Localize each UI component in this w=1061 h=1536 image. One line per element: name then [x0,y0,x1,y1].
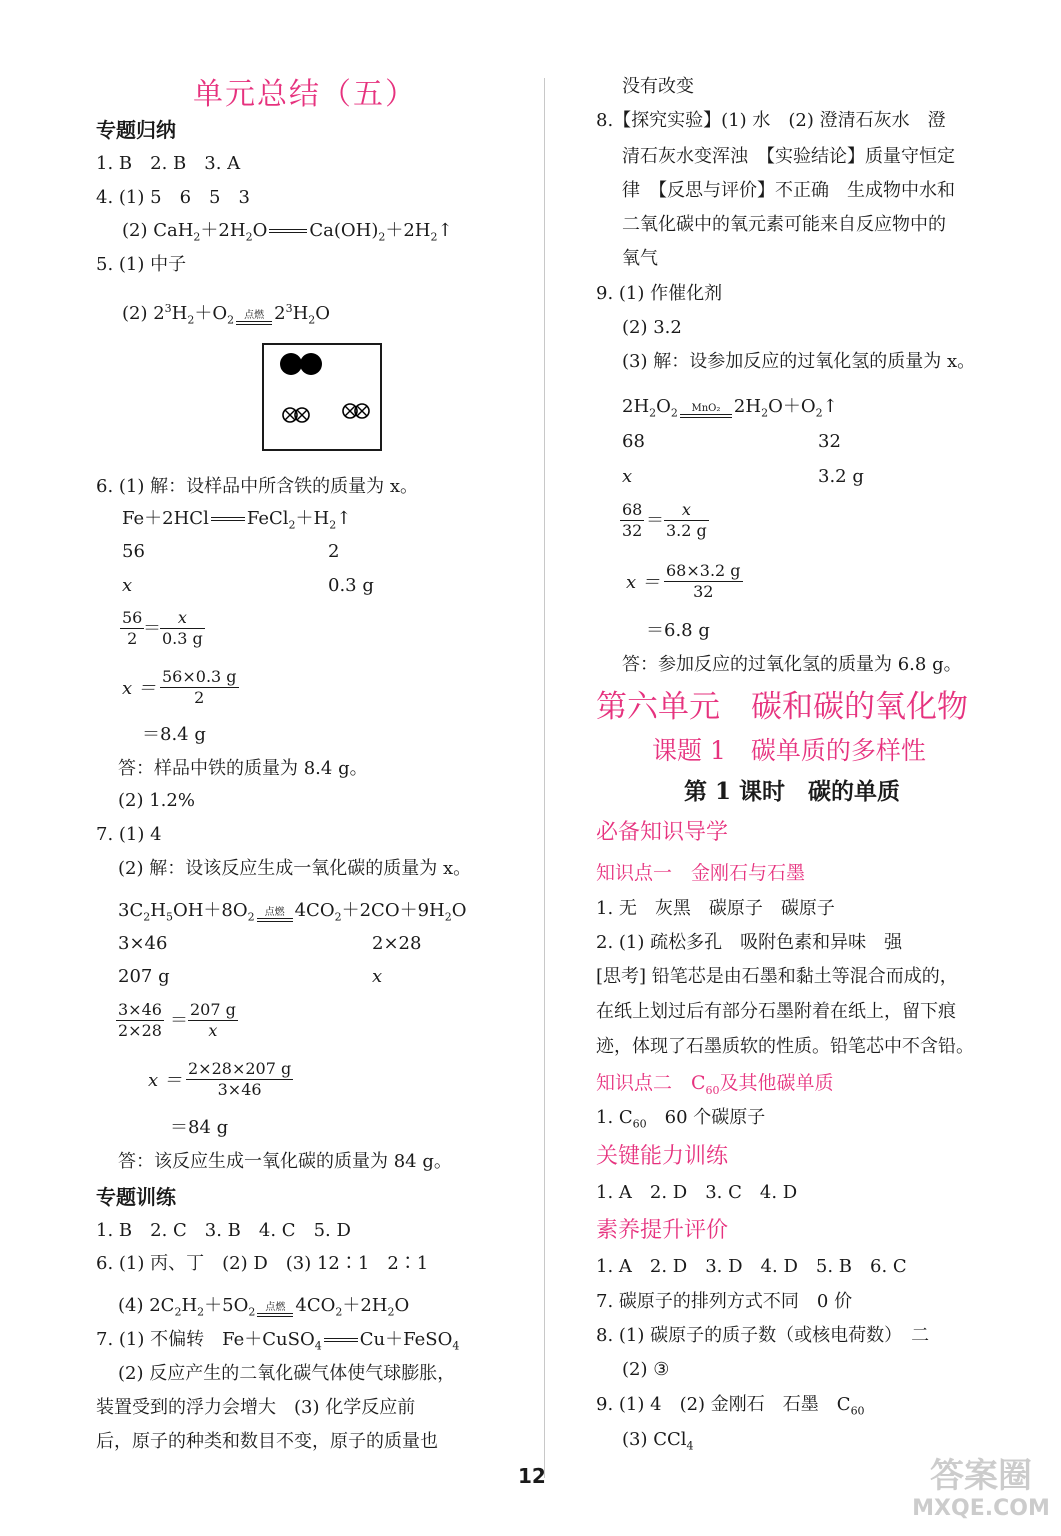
question-6: 6. (1) 解：设样品中所含铁的质量为 x。 [96,476,418,497]
unit-six-title: 第六单元 碳和碳的氧化物 [596,689,968,725]
hydrogen-atom-icon [292,405,312,425]
answer-line: 9. (1) 作催化剂 [596,283,723,304]
fraction: $\frac{207 g}{x}$ [190,1000,236,1040]
answer-line: 二氧化碳中的氧元素可能来自反应物中的 [622,214,946,235]
think-paragraph: 在纸上划过后有部分石墨附着在纸上，留下痕 [596,1001,956,1022]
ratio-value: 3.2 g [818,466,864,487]
watermark-logo [911,1456,1051,1536]
ratio-value: x [622,466,633,487]
watermark-url: MXQE.COM [912,1496,1050,1521]
equation-fe-hcl: Fe＋2HCl $FeCl_2+H_2↑$ [122,508,352,532]
question-7: 7. (1) 4 [96,824,162,845]
page-number: 12 [518,1464,546,1488]
fraction: $\frac{68\times 3.2 g}{32}$ [666,561,741,601]
fraction: $\frac{x}{0.3 g}$ [162,608,203,648]
section-title-summary: 专题归纳 [96,118,176,142]
section-title-ability: 关键能力训练 [596,1144,729,1169]
answer-line: (2) ③ [622,1359,670,1380]
answer-line: 9. (1) 4 (2) 金刚石 石墨 $C_{60}$ [596,1394,865,1418]
hydrogen-atom-icon [352,401,372,421]
answer-line: (2) 1.2% [118,790,195,811]
ratio-value: 3×46 [118,933,168,954]
answer-line: (2) 3.2 [622,317,682,338]
unit-summary-title: 单元总结（五） [193,77,417,112]
fraction: $\frac{2\times 28\times 207 g}{3\times 46}$ [188,1059,292,1099]
oxygen-atom-icon [300,353,322,375]
think-paragraph: 迹，体现了石墨质软的性质。铅笔芯中不含铅。 [596,1036,974,1057]
answer-line: (2) 反应产生的二氧化碳气体使气球膨胀， [118,1363,456,1384]
answer-line: 5. (1) 中子 [96,254,187,275]
watermark-text: 答案圈 [930,1456,1032,1496]
x-label: x ＝ [122,678,156,699]
ratio-value: 207 g [118,966,170,987]
equation-cuso4: 7. (1) 不偏转 Fe＋CuSO$_4$ Cu＋FeSO$_4$ [96,1329,460,1353]
answer-line: 1. A 2. D 3. D 4. D 5. B 6. C [596,1256,907,1277]
x-label: x ＝ [148,1070,182,1091]
ratio-value: x [372,966,383,987]
answer-line: 1. 无 灰黑 碳原子 碳原子 [596,898,835,919]
result: ＝84 g [170,1117,229,1138]
ratio-value: 68 [622,431,645,452]
ratio-value: 32 [818,431,841,452]
equation-isotope: (2) $2^3H_2+O_2$ 点燃 $2^3H_2O$ [122,302,331,327]
ratio-value: x [122,575,133,596]
ratio-value: 2 [328,541,340,562]
section-title-knowledge: 必备知识导学 [596,820,729,845]
answer-line: 1. $C_{60}$ 60 个碳原子 [596,1107,766,1131]
equation-ethanol: $3C_2H_5OH+8O_2$ 点燃 $4CO_2+2CO+9H_2O$ [118,900,467,924]
think-paragraph: [思考] 铅笔芯是由石墨和黏土等混合而成的， [596,966,958,987]
fraction: $\frac{56\times 0.3 g}{2}$ [162,667,237,707]
oxygen-atom-icon [280,353,302,375]
answer-line: 8.【探究实验】(1) 水 (2) 澄清石灰水 澄 [596,110,946,131]
fraction: $\frac{3\times 46}{2\times 28}$ [118,1000,162,1040]
answer-line: 4. (1) 5 6 5 3 [96,187,250,208]
answer-line: (3) 解：设参加反应的过氧化氢的质量为 x。 [622,351,976,372]
answer-line: 装置受到的浮力会增大 (3) 化学反应前 [96,1397,416,1418]
equation-c2h2: (4) $2C_2H_2+5O_2$ 点燃 $4CO_2+2H_2O$ [118,1295,410,1319]
fraction: $\frac{x}{3.2 g}$ [666,500,707,540]
answer-statement: 答：该反应生成一氧化碳的质量为 84 g。 [118,1151,452,1172]
ratio-value: 0.3 g [328,575,374,596]
x-label: x ＝ [626,572,660,593]
answer-line: 氧气 [622,248,658,269]
answer-line: 1. B 2. B 3. A [96,153,241,174]
answer-line: (2) 解：设该反应生成一氧化碳的质量为 x。 [118,858,472,879]
period-title: 第 1 课时 碳的单质 [684,778,901,805]
knowledge-point-1: 知识点一 金刚石与石墨 [596,862,806,884]
answer-line: 后，原子的种类和数目不变，原子的质量也 [96,1431,438,1452]
fraction: $\frac{56}{2}$ [122,608,143,648]
answer-line: 律 【反思与评价】不正确 生成物中水和 [622,180,955,201]
result: ＝8.4 g [142,724,206,745]
fraction: $\frac{68}{32}$ [622,500,643,540]
answer-line: 没有改变 [622,76,694,97]
answer-line: 清石灰水变浑浊 【实验结论】质量守恒定 [622,146,955,167]
ratio-value: 56 [122,541,145,562]
answer-statement: 答：参加反应的过氧化氢的质量为 6.8 g。 [622,654,962,675]
equation-h2o2: $2H_2O_2$ MnO₂ $2H_2O+O_2↑$ [622,396,838,420]
knowledge-point-2: 知识点二 $C_{60}$及其他碳单质 [596,1072,834,1097]
section-title-training: 专题训练 [96,1185,176,1209]
column-divider [544,78,545,1478]
answer-line: 2. (1) 疏松多孔 吸附色素和异味 强 [596,932,903,953]
answer-line: 1. A 2. D 3. C 4. D [596,1182,798,1203]
answer-line: (3) CCl$_4$ [622,1429,694,1453]
answer-line: 7. 碳原子的排列方式不同 0 价 [596,1291,853,1312]
answer-line: 8. (1) 碳原子的质子数（或核电荷数） 二 [596,1325,930,1346]
lesson-title: 课题 1 碳单质的多样性 [652,736,926,765]
answer-line: 6. (1) 丙、丁 (2) D (3) 12∶1 2∶1 [96,1253,429,1274]
equation-cah2: (2) $CaH_2+2H_2O$ $Ca(OH)_2+2H_2↑$ [122,220,453,244]
result: ＝6.8 g [646,620,710,641]
answer-statement: 答：样品中铁的质量为 8.4 g。 [118,758,368,779]
molecule-diagram [262,343,382,451]
ratio-value: 2×28 [372,933,422,954]
answer-line: 1. B 2. C 3. B 4. C 5. D [96,1220,351,1241]
section-title-evaluation: 素养提升评价 [596,1218,729,1243]
